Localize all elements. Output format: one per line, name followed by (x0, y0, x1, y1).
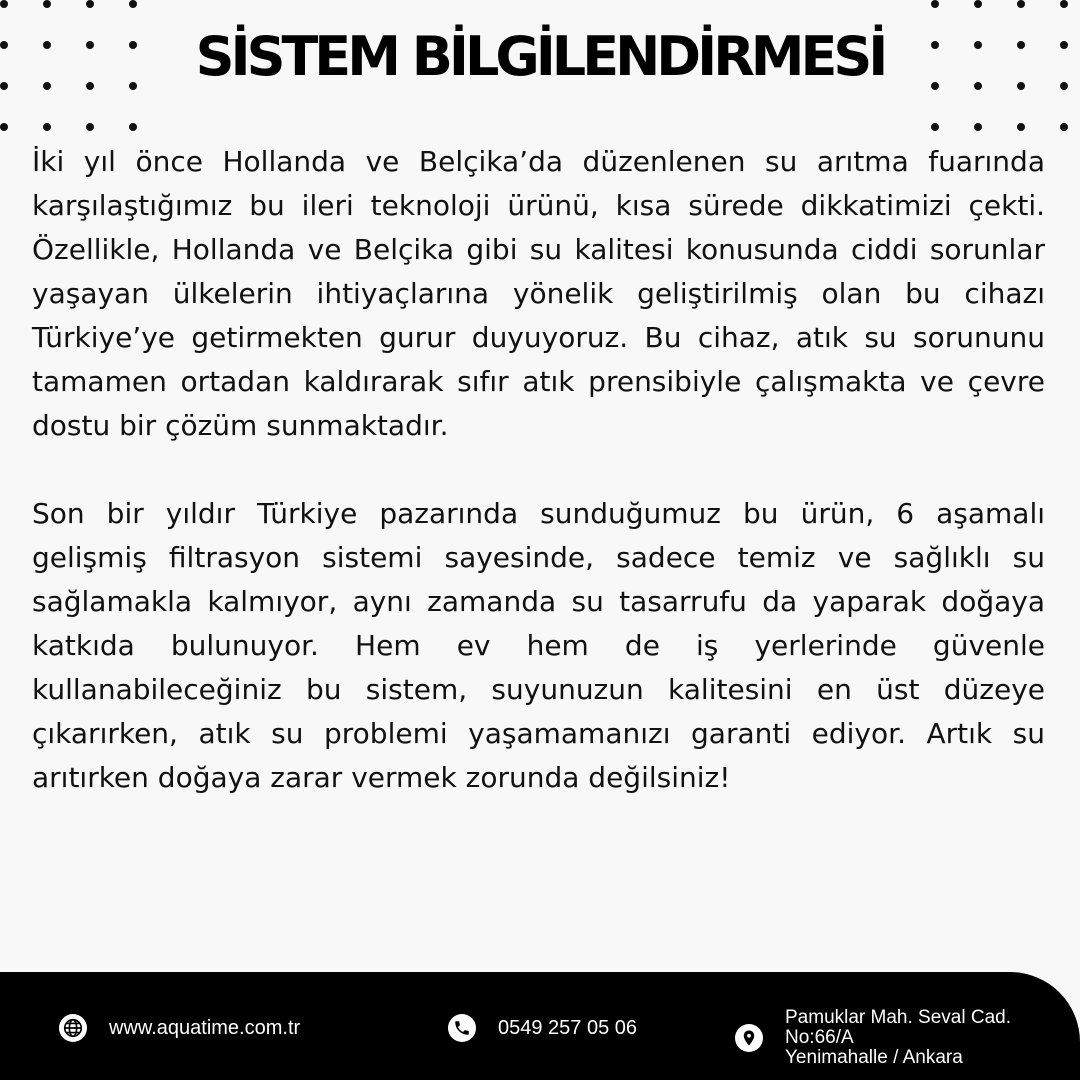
dot (43, 123, 51, 131)
paragraph-1: İki yıl önce Hollanda ve Belçika’da düzenlenen su arıtma fuarında karşılaştığımız bu ileri teknoloji ürünü, kısa sürede dikkatimizi çekti. Özellikle, Hollanda ve Belçika gibi su kalitesi konusunda ciddi sorunlar yaşayan ülkelerin ihtiyaçlarına yönelik geliştirilmiş olan bu cihazı Türkiye’ye getirmekten gurur duyuyoruz. Bu cihaz, atık su sorununu tamamen ortadan kaldırarak sıfır atık prensibiyle çalışmakta ve çevre dostu bir çözüm sunmaktadır. (32, 145, 1045, 442)
dot (129, 0, 137, 8)
location-pin-icon (735, 1024, 763, 1052)
phone-icon (448, 1014, 476, 1042)
footer-phone[interactable] (448, 1014, 637, 1042)
dot (931, 123, 939, 131)
body-text (32, 140, 1045, 800)
footer-bar (0, 972, 1080, 1080)
dot (974, 123, 982, 131)
dot (974, 0, 982, 8)
page-title: SİSTEM BİLGİLENDİRMESİ (195, 25, 885, 88)
dot (1017, 0, 1025, 8)
footer-address (735, 1008, 1011, 1068)
website-link[interactable]: www.aquatime.com.tr (109, 1017, 301, 1039)
address-line-1: Pamuklar Mah. Seval Cad. (785, 1007, 1011, 1028)
dot (43, 0, 51, 8)
dot (86, 0, 94, 8)
dot (931, 0, 939, 8)
dot (1017, 123, 1025, 131)
dot (86, 123, 94, 131)
globe-icon (59, 1014, 87, 1042)
paragraph-2: Son bir yıldır Türkiye pazarında sunduğumuz bu ürün, 6 aşamalı gelişmiş filtrasyon sistemi sayesinde, sadece temiz ve sağlıklı su sağlamakla kalmıyor, aynı zamanda su tasarrufu da yaparak doğaya katkıda bulunuyor. Hem ev hem de iş yerlerinde güvenle kullanabileceğiniz bu sistem, suyunuzun kalitesini en üst düzeye çıkarırken, atık su problemi yaşamamanızı garanti ediyor. Artık su arıtırken doğaya zarar vermek zorunda değilsiniz! (32, 497, 1045, 794)
dot (1060, 0, 1068, 8)
dot (129, 123, 137, 131)
address-line-2: No:66/A (785, 1027, 854, 1048)
phone-number[interactable]: 0549 257 05 06 (498, 1017, 638, 1039)
dot (0, 123, 8, 131)
dot (0, 0, 8, 8)
footer-website[interactable] (59, 1014, 300, 1042)
address-line-3: Yenimahalle / Ankara (785, 1047, 963, 1068)
address-text (785, 1008, 1011, 1068)
dot (1060, 123, 1068, 131)
